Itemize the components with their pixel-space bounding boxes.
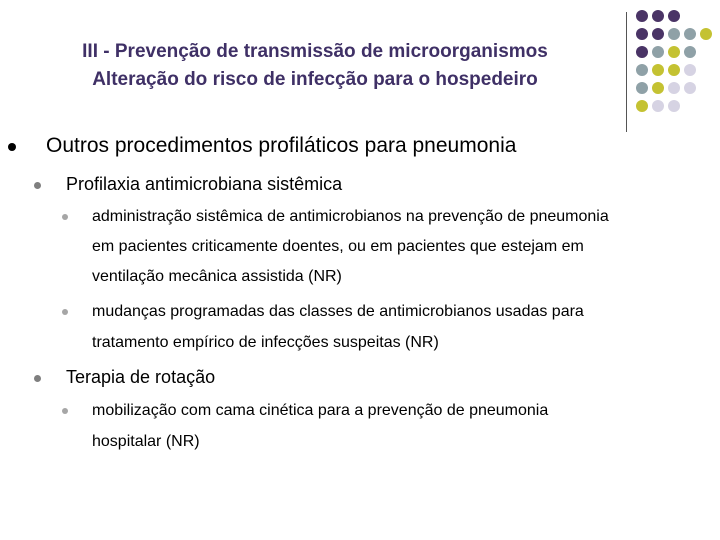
decorative-dot [668,10,680,22]
decorative-dot [684,28,696,40]
bullet-level-1 [8,143,16,151]
bullet-level-3 [62,408,68,414]
decorative-dot [684,82,696,94]
slide-title [20,38,610,94]
decorative-dot [668,28,680,40]
bullet-level-2 [34,375,41,382]
decorative-dot [652,46,664,58]
item-mudancas-line-2: tratamento empírico de infecções suspeitas (NR) [92,334,439,351]
title-line-1: III - Prevenção de transmissão de microorganismos [82,41,548,62]
decorative-dot [652,100,664,112]
decorative-dot [636,46,648,58]
decorative-dot [684,46,696,58]
decorative-dot [636,28,648,40]
item-mudancas-line-1: mudanças programadas das classes de antimicrobianos usadas para [92,303,584,320]
decorative-dot [668,46,680,58]
title-line-2: Alteração do risco de infecção para o hospedeiro [92,69,538,90]
decorative-dot [668,82,680,94]
decorative-dot [636,82,648,94]
decorative-dot [652,64,664,76]
decorative-dot [636,100,648,112]
item-administracao-line-3: ventilação mecânica assistida (NR) [92,268,342,285]
decorative-dot [668,100,680,112]
decorative-divider-line [626,12,627,132]
decorative-dot [636,10,648,22]
bullet-level-3 [62,309,68,315]
subheading-profilaxia: Profilaxia antimicrobiana sistêmica [66,174,343,194]
decorative-dot [652,28,664,40]
decorative-dot [668,64,680,76]
decorative-dot [652,10,664,22]
bullet-level-2 [34,182,41,189]
item-administracao-line-2: em pacientes criticamente doentes, ou em pacientes que estejam em [92,238,584,255]
decorative-dot [700,28,712,40]
decorative-dot [684,64,696,76]
decorative-dot [636,64,648,76]
heading-outros-procedimentos: Outros procedimentos profiláticos para pneumonia [46,134,517,157]
item-mobilizacao-line-1: mobilização com cama cinética para a prevenção de pneumonia [92,402,549,419]
decorative-dot [652,82,664,94]
item-mobilizacao-line-2: hospitalar (NR) [92,433,200,450]
decorative-dot-grid [636,10,720,120]
item-administracao-line-1: administração sistêmica de antimicrobianos na prevenção de pneumonia [92,208,609,225]
bullet-level-3 [62,214,68,220]
subheading-terapia-rotacao: Terapia de rotação [66,367,216,387]
